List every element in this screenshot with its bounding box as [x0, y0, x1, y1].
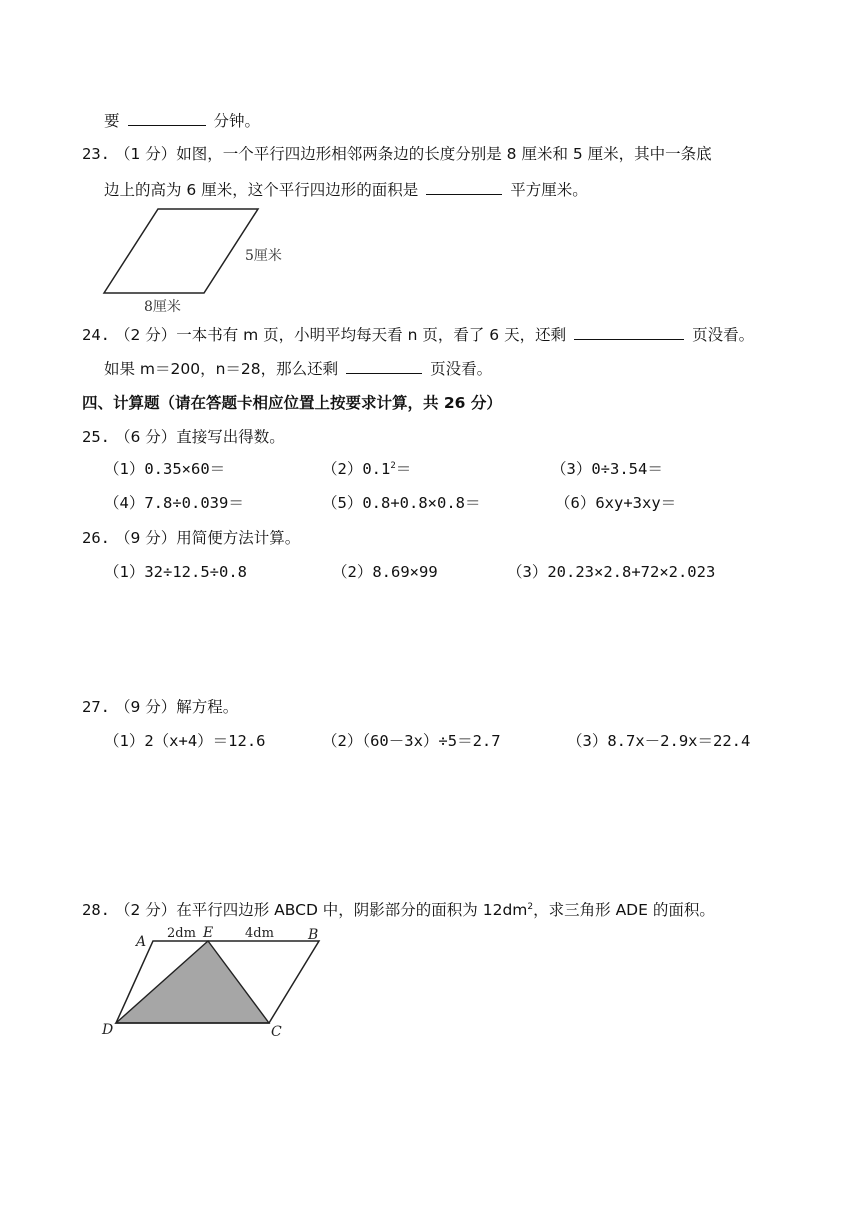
q23-side-label: 5厘米 — [245, 248, 282, 264]
q24-text-line1-after: 页没看。 — [692, 326, 755, 344]
q26-number: 26. — [82, 529, 110, 547]
q25-item-2-sup: 2 — [390, 460, 396, 471]
q27-item-2: （2）（60－3x）÷5＝2.7 — [322, 732, 501, 750]
q23-parallelogram — [104, 209, 258, 293]
q25-title-line — [82, 426, 285, 448]
q25-item-2-before: （2）0.1 — [322, 460, 391, 478]
q24-line1 — [82, 323, 754, 346]
q23-answer-blank[interactable] — [426, 178, 502, 195]
q25-item-2 — [322, 458, 411, 480]
q28-label-b: B — [308, 927, 319, 943]
q24-text-line2-after: 页没看。 — [430, 360, 493, 378]
q22-tail-after: 分钟。 — [213, 112, 261, 130]
q23-text-line2-before: 边上的高为 6 厘米，这个平行四边形的面积是 — [104, 181, 419, 199]
q28-parallelogram-figure — [96, 922, 328, 1044]
q28-label-d: D — [102, 1022, 114, 1038]
q27-title: （9 分）解方程。 — [114, 698, 239, 716]
q27-number: 27. — [82, 698, 110, 716]
q23-line1 — [82, 143, 712, 165]
q22-tail-line — [104, 109, 260, 132]
q24-answer-blank-2[interactable] — [346, 357, 422, 374]
q25-number: 25. — [82, 428, 110, 446]
q23-parallelogram-figure — [98, 204, 293, 316]
q23-number: 23. — [82, 145, 110, 163]
q28-sup: 2 — [527, 901, 534, 912]
q25-item-5: （5）0.8+0.8×0.8＝ — [322, 494, 481, 512]
q25-item-6: （6）6xy+3xy＝ — [555, 494, 677, 512]
q27-title-line — [82, 696, 238, 718]
q23-line2 — [104, 178, 588, 201]
q27-item-3: （3）8.7x－2.9x＝22.4 — [567, 732, 751, 750]
q24-text-line2-before: 如果 m＝200，n＝28，那么还剩 — [104, 360, 339, 378]
q26-item-1: （1）32÷12.5÷0.8 — [104, 563, 247, 581]
q28-label-e: E — [203, 925, 214, 941]
q25-item-4: （4）7.8÷0.039＝ — [104, 494, 244, 512]
q28-text-before: （2 分）在平行四边形 ABCD 中，阴影部分的面积为 12dm — [114, 901, 528, 919]
q28-text-after: ，求三角形 ADE 的面积。 — [533, 901, 715, 919]
q26-item-2: （2）8.69×99 — [332, 563, 438, 581]
q26-title: （9 分）用简便方法计算。 — [114, 529, 301, 547]
q22-tail-before: 要 — [104, 112, 120, 130]
q26-title-line — [82, 527, 300, 549]
q28-line — [82, 899, 715, 921]
q28-label-ae-length: 2dm — [167, 926, 196, 941]
q25-item-3: （3）0÷3.54＝ — [551, 460, 663, 478]
q24-answer-blank-1[interactable] — [574, 323, 684, 340]
q28-label-a: A — [136, 934, 147, 950]
q28-shaded-triangle — [116, 941, 269, 1023]
q28-number: 28. — [82, 901, 110, 919]
q28-label-c: C — [271, 1024, 282, 1040]
q24-text-line1-before: （2 分）一本书有 m 页，小明平均每天看 n 页，看了 6 天，还剩 — [114, 326, 567, 344]
q27-item-1: （1）2（x+4）＝12.6 — [104, 732, 266, 750]
q28-label-eb-length: 4dm — [245, 926, 274, 941]
q23-text-line1: （1 分）如图，一个平行四边形相邻两条边的长度分别是 8 厘米和 5 厘米，其中一条底 — [114, 145, 712, 163]
q23-base-label: 8厘米 — [144, 299, 181, 315]
q24-line2 — [104, 357, 492, 380]
q24-number: 24. — [82, 326, 110, 344]
section-4-title: 四、计算题（请在答题卡相应位置上按要求计算，共 26 分） — [82, 394, 502, 412]
q25-item-1: （1）0.35×60＝ — [104, 460, 226, 478]
q25-title: （6 分）直接写出得数。 — [114, 428, 285, 446]
q25-item-2-after: ＝ — [395, 460, 412, 478]
q23-text-line2-after: 平方厘米。 — [510, 181, 588, 199]
q26-item-3: （3）20.23×2.8+72×2.023 — [507, 563, 716, 581]
q22-answer-blank[interactable] — [128, 109, 206, 126]
